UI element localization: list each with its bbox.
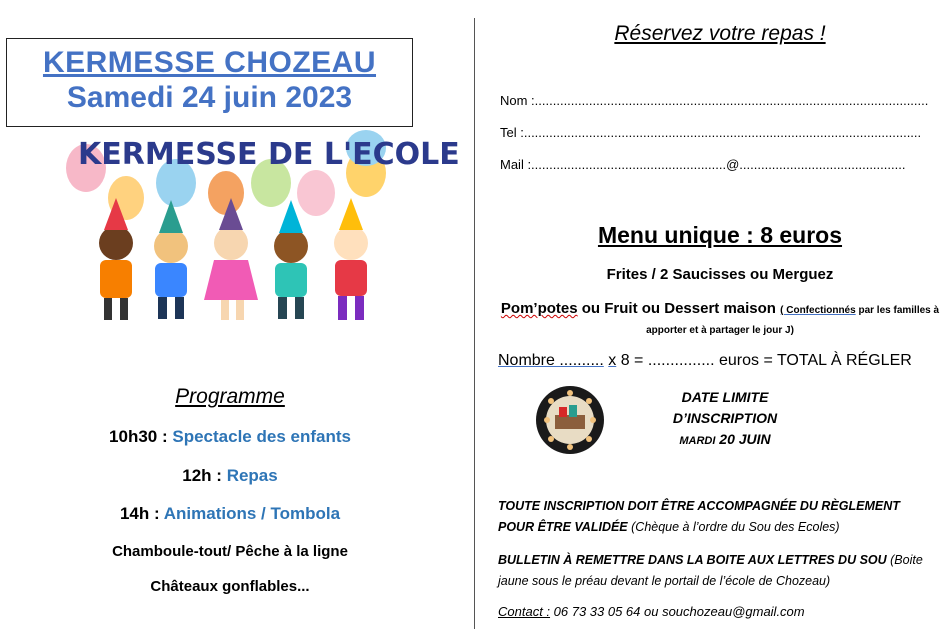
programme-item [0, 427, 460, 447]
payment-note-detail: (Chèque à l’ordre du Sou des Ecoles) [627, 520, 840, 534]
name-field[interactable]: Nom :............................................................................................................. [500, 93, 929, 108]
title-box [6, 38, 413, 127]
menu-title: Menu unique : 8 euros [597, 222, 843, 248]
column-divider [474, 18, 475, 629]
programme-title: Programme [175, 385, 285, 408]
return-note-detail: (Boite jaune sous le préau devant le portail de l’école de Chozeau) [498, 553, 923, 588]
quantity-label: Nombre .......... [498, 352, 604, 369]
menu-dessert-a: Pom’potes [500, 300, 578, 317]
return-note [498, 550, 938, 592]
menu-dessert-note-a: ( Confectionnés [780, 305, 856, 316]
deadline-line: DATE LIMITE [681, 389, 769, 405]
banner-text: KERMESSE DE L'ECOLE [78, 137, 460, 172]
menu-dessert-b: ou Fruit ou Dessert maison [577, 300, 781, 317]
programme-label: Spectacle des enfants [172, 427, 351, 446]
activity-line: Châteaux gonflables... [150, 578, 310, 595]
programme-label: Animations / Tombola [163, 504, 341, 523]
contact-line [498, 604, 805, 619]
programme-time: 14h : [119, 504, 160, 523]
programme-label: Repas [226, 466, 278, 485]
sou-ecoles-logo [535, 385, 605, 455]
deadline-date: 20 JUIN [715, 431, 771, 447]
phone-field[interactable]: Tel :.............................................................................................................. [500, 125, 922, 140]
total-label: 8 = ............... euros = TOTAL À RÉGLER [616, 352, 912, 369]
event-title: KERMESSE CHOZEAU [42, 46, 377, 79]
return-note-main: BULLETIN À REMETTRE DANS LA BOITE AUX LETTRES DU SOU [498, 553, 887, 567]
reservation-title: Réservez votre repas ! [614, 22, 826, 45]
deadline-day: MARDI [679, 435, 716, 447]
payment-note-main: TOUTE INSCRIPTION DOIT ÊTRE ACCOMPAGNÉE DU RÈGLEMENT POUR ÊTRE VALIDÉE [498, 499, 900, 534]
menu-dessert-note-b: par les familles à apporter et à partager le jour J) [646, 305, 940, 336]
programme-time: 10h30 : [109, 427, 168, 446]
payment-note [498, 496, 938, 538]
contact-value[interactable]: 06 73 33 05 64 ou souchozeau@gmail.com [550, 604, 805, 619]
event-date: Samedi 24 juin 2023 [66, 81, 353, 114]
programme-time: 12h : [182, 466, 222, 485]
email-field[interactable]: Mail :......................................................@.............................................. [500, 157, 906, 172]
multiply-sign: x [608, 352, 617, 369]
kermesse-illustration [66, 128, 460, 328]
deadline-block [645, 387, 805, 452]
programme-item [0, 504, 460, 524]
contact-label: Contact : [498, 604, 551, 619]
programme-item [0, 466, 460, 486]
menu-main-course: Frites / 2 Saucisses ou Merguez [606, 266, 834, 283]
deadline-line: D’INSCRIPTION [672, 410, 778, 426]
activity-line: Chamboule-tout/ Pêche à la ligne [112, 543, 348, 560]
menu-dessert [500, 300, 940, 340]
quantity-line[interactable] [498, 352, 912, 370]
